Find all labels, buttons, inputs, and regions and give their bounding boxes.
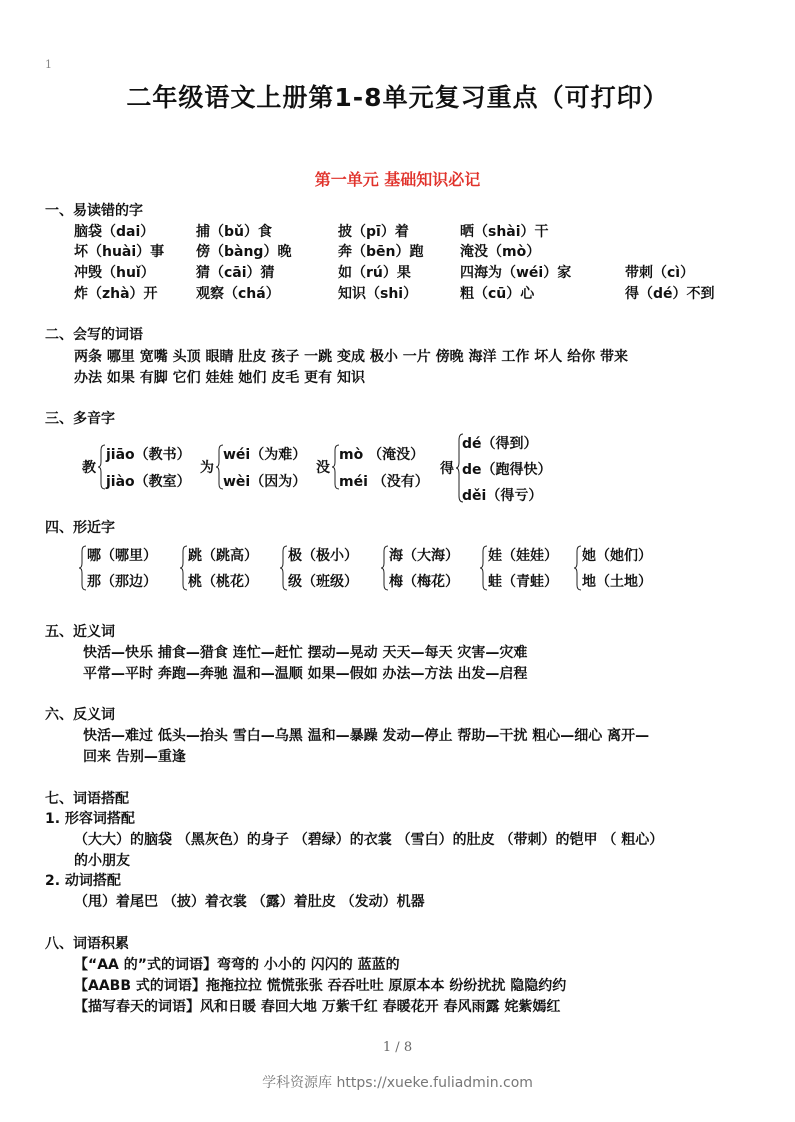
polyphone-item: jiāo（教书） <box>106 447 191 463</box>
page-marker: 1 <box>45 58 52 71</box>
polyphone-item: wèi（因为） <box>223 474 307 490</box>
brace-icon <box>480 545 488 591</box>
similar-char: 地（土地） <box>582 574 652 590</box>
polyphone-item: dé（得到） <box>462 436 538 452</box>
s8-line-3: 【描写春天的词语】风和日暖 春回大地 万紫千红 春暖花开 春风雨露 姹紫嫣红 <box>74 999 561 1015</box>
s1-cell: 知识（shi） <box>338 286 418 302</box>
similar-char: 蛙（青蛙） <box>488 574 558 590</box>
s8-line-2: 【AABB 式的词语】拖拖拉拉 慌慌张张 吞吞吐吐 原原本本 纷纷扰扰 隐隐约约 <box>74 978 567 994</box>
s1-cell: 粗（cū）心 <box>460 286 535 302</box>
polyphone-item: de（跑得快） <box>462 462 552 478</box>
brace-icon <box>574 545 582 591</box>
polyphone-char: 教 <box>82 460 96 476</box>
similar-char: 娃（娃娃） <box>488 548 558 564</box>
s2-line-2: 办法 如果 有脚 它们 娃娃 她们 皮毛 更有 知识 <box>74 370 365 386</box>
polyphone-item: jiào（教室） <box>106 474 191 490</box>
polyphone-char: 得 <box>440 461 454 477</box>
s1-cell: 冲毁（huǐ） <box>74 265 155 281</box>
s1-cell: 四海为（wéi）家 <box>460 265 572 281</box>
s5-line-2: 平常—平时 奔跑—奔驰 温和—温顺 如果—假如 办法—方法 出发—启程 <box>83 666 528 682</box>
s1-cell: 带刺（cì） <box>625 265 695 281</box>
s1-cell: 淹没（mò） <box>460 244 541 260</box>
brace-icon <box>381 545 389 591</box>
similar-char: 海（大海） <box>389 548 459 564</box>
brace-icon <box>79 545 87 591</box>
s1-cell: 炸（zhà）开 <box>74 286 158 302</box>
s1-cell: 坏（huài）事 <box>74 244 165 260</box>
polyphone-char: 没 <box>316 460 330 476</box>
similar-char: 跳（跳高） <box>188 548 258 564</box>
s1-cell: 晒（shài）干 <box>460 224 549 240</box>
section-8-heading: 八、词语积累 <box>45 936 129 952</box>
page-number: 1 / 8 <box>382 1040 413 1055</box>
polyphone-char: 为 <box>200 460 214 476</box>
section-1-heading: 一、易读错的字 <box>45 203 143 219</box>
section-3-heading: 三、多音字 <box>45 411 115 427</box>
section-6-heading: 六、反义词 <box>45 707 115 723</box>
s6-line-2: 回来 告别—重逢 <box>83 749 186 765</box>
similar-char: 级（班级） <box>288 574 358 590</box>
s7-sub-1-line-1: （大大）的脑袋 （黑灰色）的身子 （碧绿）的衣裳 （雪白）的肚皮 （带刺）的铠甲 （ 粗心） <box>74 832 664 848</box>
polyphone-item: méi （没有） <box>339 474 429 490</box>
s6-line-1: 快活—难过 低头—抬头 雪白—乌黑 温和—暴躁 发动—停止 帮助—干扰 粗心—细心 离开— <box>83 728 650 744</box>
s1-cell: 如（rú）果 <box>338 265 411 281</box>
s1-cell: 傍（bàng）晚 <box>196 244 292 260</box>
section-5-heading: 五、近义词 <box>45 624 115 640</box>
s5-line-1: 快活—快乐 捕食—猎食 连忙—赶忙 摆动—晃动 天天—每天 灾害—灾难 <box>83 645 528 661</box>
brace-icon <box>180 545 188 591</box>
s1-cell: 捕（bǔ）食 <box>196 224 272 240</box>
brace-icon <box>280 545 288 591</box>
section-4-heading: 四、形近字 <box>45 520 115 536</box>
s7-sub-2-line-1: （甩）着尾巴 （披）着衣裳 （露）着肚皮 （发动）机器 <box>74 894 425 910</box>
polyphone-item: děi（得亏） <box>462 488 543 504</box>
s1-cell: 猜（cāi）猜 <box>196 265 275 281</box>
similar-char: 桃（桃花） <box>188 574 258 590</box>
similar-char: 哪（哪里） <box>87 548 157 564</box>
s1-cell: 得（dé）不到 <box>625 286 715 302</box>
brace-icon <box>98 444 106 490</box>
s1-cell: 披（pī）着 <box>338 224 409 240</box>
source-link[interactable]: 学科资源库 https://xueke.fuliadmin.com <box>262 1075 533 1091</box>
s7-sub-1: 1. 形容词搭配 <box>45 811 135 827</box>
s1-cell: 奔（bēn）跑 <box>338 244 424 260</box>
s7-sub-2: 2. 动词搭配 <box>45 873 121 889</box>
section-2-heading: 二、会写的词语 <box>45 327 143 343</box>
polyphone-item: mò （淹没） <box>339 447 425 463</box>
s1-cell: 脑袋（dai） <box>74 224 155 240</box>
similar-char: 极（极小） <box>288 548 358 564</box>
similar-char: 梅（梅花） <box>389 574 459 590</box>
polyphone-item: wéi（为难） <box>223 447 307 463</box>
similar-char: 她（她们） <box>582 548 652 564</box>
s1-cell: 观察（chá） <box>196 286 280 302</box>
page-title: 二年级语文上册第1-8单元复习重点（可打印） <box>126 83 669 112</box>
section-7-heading: 七、词语搭配 <box>45 791 129 807</box>
s8-line-1: 【“AA 的”式的词语】弯弯的 小小的 闪闪的 蓝蓝的 <box>74 957 400 973</box>
s2-line-1: 两条 哪里 宽嘴 头顶 眼睛 肚皮 孩子 一跳 变成 极小 一片 傍晚 海洋 工作 坏人 给你 带来 <box>74 349 628 365</box>
similar-char: 那（那边） <box>87 574 157 590</box>
s7-sub-1-line-2: 的小朋友 <box>74 853 130 869</box>
unit-title: 第一单元 基础知识必记 <box>314 170 481 189</box>
